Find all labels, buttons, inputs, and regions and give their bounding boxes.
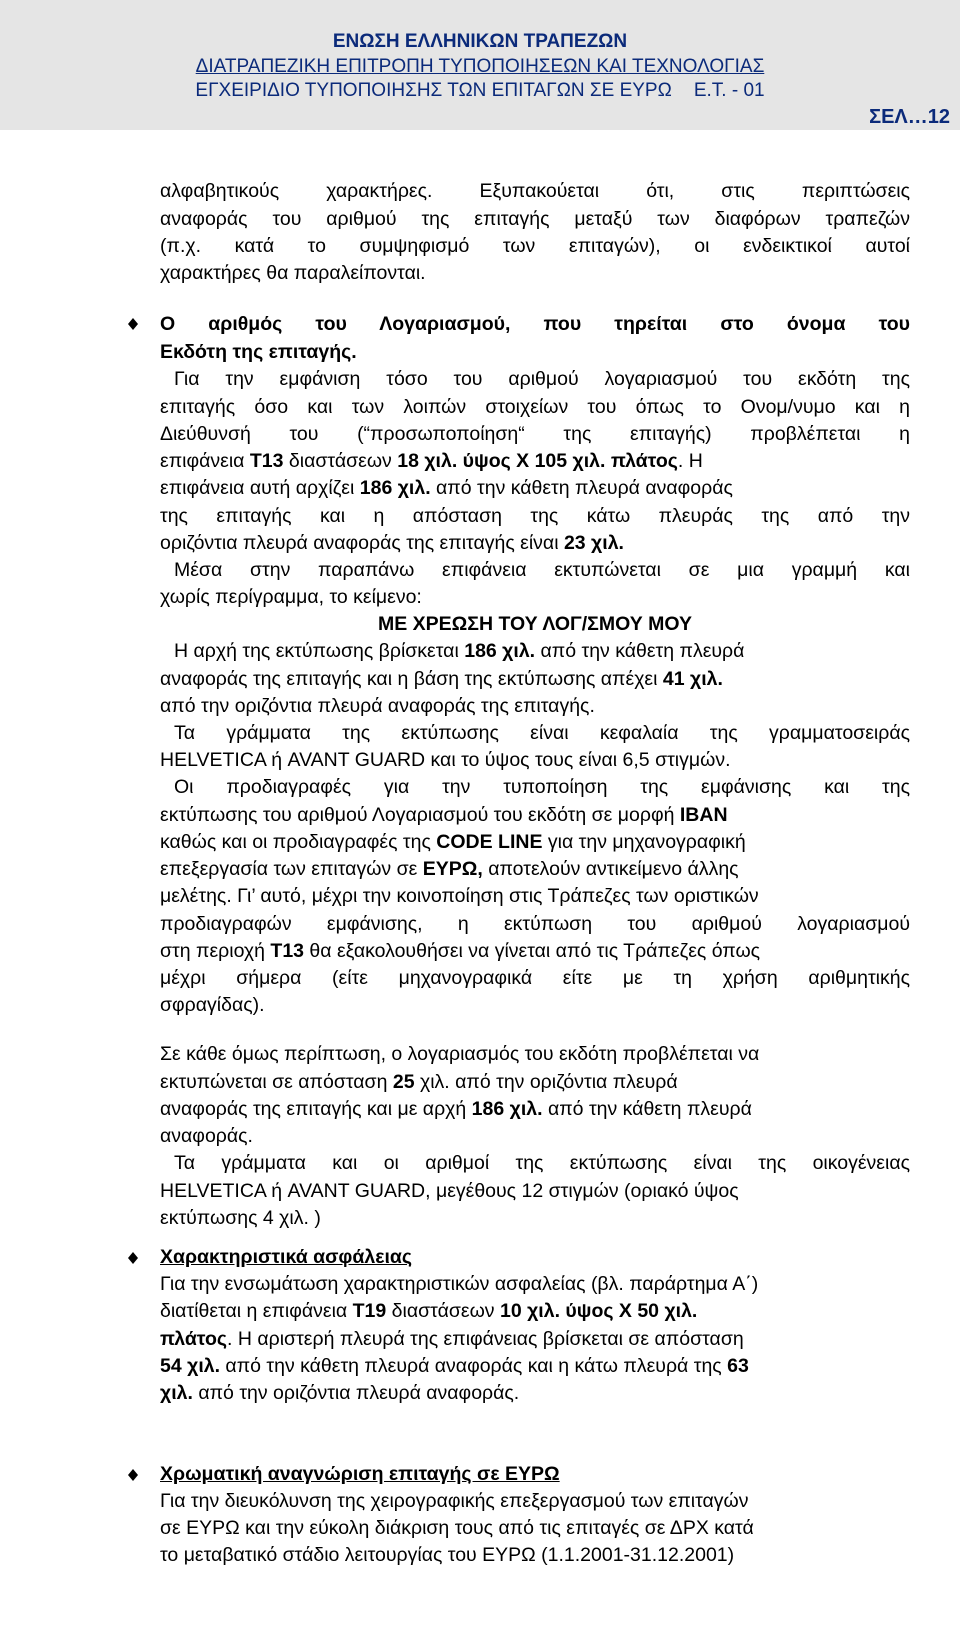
text-line: εκτύπωσης 4 χιλ. ) bbox=[160, 1207, 321, 1229]
text-line: Για την εμφάνιση τόσο του αριθμού λογαριασμού του εκδότη της bbox=[174, 368, 910, 390]
text-run: διαστάσεων bbox=[386, 1300, 500, 1322]
text-line bbox=[160, 474, 910, 503]
text-run: αναφοράς της επιταγής και με αρχή bbox=[160, 1098, 472, 1120]
text-run: διατίθεται η επιφάνεια bbox=[160, 1300, 353, 1322]
text-line bbox=[160, 1297, 910, 1326]
text-line: Τα γράμματα της εκτύπωσης είναι κεφαλαία της γραμματοσειράς bbox=[174, 722, 910, 744]
text-run: ύψος Χ 50 χιλ. bbox=[559, 1300, 698, 1322]
quoted-print-text: ΜΕ ΧΡΕΩΣΗ ΤΟΥ ΛΟΓ/ΣΜΟΥ ΜΟΥ bbox=[377, 613, 693, 635]
text-run: αποτελούν αντικείμενο άλλης bbox=[482, 858, 739, 880]
text-run: 54 χιλ. bbox=[160, 1355, 221, 1377]
text-run: καθώς και οι προδιαγραφές της bbox=[160, 831, 437, 853]
text-run: από την κάθετη πλευρά bbox=[542, 1098, 752, 1120]
text-run: χιλ. από την οριζόντια πλευρά bbox=[414, 1071, 678, 1093]
text-line bbox=[160, 529, 910, 558]
text-run: 25 bbox=[392, 1071, 415, 1093]
text-run: χιλ. bbox=[160, 1382, 193, 1404]
text-run: ΕΥΡΩ, bbox=[422, 858, 483, 880]
text-run: 41 χιλ. bbox=[662, 668, 723, 690]
page-number: ΣΕΛ…12 bbox=[869, 106, 950, 128]
text-line: αναφοράς. bbox=[160, 1125, 253, 1147]
text-run: πλάτος bbox=[160, 1328, 228, 1350]
section-title: Χρωματική αναγνώριση επιταγής σε ΕΥΡΩ bbox=[160, 1463, 560, 1485]
text-run: από την κάθετη πλευρά αναφοράς και η κάτω πλευρά της bbox=[220, 1355, 728, 1377]
text-line: Τα γράμματα και οι αριθμοί της εκτύπωσης είναι της οικογένειας bbox=[174, 1152, 910, 1174]
text-run: Τ19 bbox=[352, 1300, 387, 1322]
text-line: αλφαβητικούς χαρακτήρες. Εξυπακούεται ότι, στις περιπτώσεις bbox=[160, 180, 910, 202]
section-title: Χαρακτηριστικά ασφάλειας bbox=[160, 1246, 413, 1268]
text-line bbox=[160, 937, 910, 966]
header-org-name: ΕΝΩΣΗ ΕΛΛΗΝΙΚΩΝ ΤΡΑΠΕΖΩΝ bbox=[332, 31, 628, 52]
text-run: 186 χιλ. bbox=[464, 640, 536, 662]
diamond-bullet-icon bbox=[126, 1251, 140, 1265]
text-run: εκτύπωσης του αριθμού Λογαριασμού του εκδότη σε μορφή bbox=[160, 804, 680, 826]
text-line: Για την ενσωμάτωση χαρακτηριστικών ασφαλείας (βλ. παράρτημα Α΄) bbox=[160, 1273, 759, 1295]
text-line bbox=[160, 828, 910, 857]
section-title: Εκδότη της επιταγής. bbox=[160, 341, 357, 363]
section-title: Ο αριθμός του Λογαριασμού, που τηρείται στο όνομα του bbox=[160, 313, 910, 335]
text-run: επιφάνεια αυτή αρχίζει bbox=[160, 477, 360, 499]
text-run: . Η αριστερή πλευρά της επιφάνειας βρίσκεται σε απόσταση bbox=[227, 1328, 744, 1350]
text-run: IBAN bbox=[679, 804, 728, 826]
text-run: 18 χιλ. bbox=[397, 450, 458, 472]
text-run: πλάτος bbox=[605, 450, 678, 472]
text-line bbox=[160, 855, 910, 884]
text-run: θα εξακολουθήσει να γίνεται από τις Τράπεζες όπως bbox=[304, 940, 761, 962]
text-run: Τ13 bbox=[249, 450, 284, 472]
text-line: Σε κάθε όμως περίπτωση, ο λογαριασμός του εκδότη προβλέπεται να bbox=[160, 1043, 760, 1065]
text-line bbox=[160, 801, 910, 830]
text-line bbox=[160, 1352, 910, 1381]
text-line: από την οριζόντια πλευρά αναφοράς της επιταγής. bbox=[160, 695, 595, 717]
header-manual-name: ΕΓΧΕΙΡΙΔΙΟ ΤΥΠΟΠΟΙΗΣΗΣ ΤΩΝ ΕΠΙΤΑΓΩΝ ΣΕ ΕΥΡΩ bbox=[195, 80, 672, 101]
text-run: επιφάνεια bbox=[160, 450, 250, 472]
text-line: μελέτης. Γι’ αυτό, μέχρι την κοινοποίηση στις Τράπεζες των οριστικών bbox=[160, 885, 759, 907]
text-line: σφραγίδας). bbox=[160, 994, 265, 1016]
text-run: από την κάθετη πλευρά αναφοράς bbox=[430, 477, 733, 499]
text-line bbox=[160, 447, 910, 476]
text-run: 186 χιλ. bbox=[471, 1098, 543, 1120]
header-committee-name: ΔΙΑΤΡΑΠΕΖΙΚΗ ΕΠΙΤΡΟΠΗ ΤΥΠΟΠΟΙΗΣΕΩΝ ΚΑΙ ΤΕΧΝΟΛΟΓΙΑΣ bbox=[195, 56, 765, 77]
page-header bbox=[0, 0, 960, 130]
text-line: HELVETICA ή AVANT GUARD και το ύψος τους είναι 6,5 στιγμών. bbox=[160, 749, 731, 771]
text-run: εκτυπώνεται σε απόσταση bbox=[160, 1071, 393, 1093]
text-line bbox=[160, 1068, 910, 1097]
text-run: Τ13 bbox=[270, 940, 305, 962]
header-doc-code: Ε.Τ. - 01 bbox=[693, 80, 765, 101]
text-line: της επιταγής και η απόσταση της κάτω πλευράς της από την bbox=[160, 505, 910, 527]
text-line: προδιαγραφών εμφάνισης, η εκτύπωση του αριθμού λογαριασμού bbox=[160, 913, 910, 935]
text-run: για την μηχανογραφική bbox=[542, 831, 746, 853]
text-line: Για την διευκόλυνση της χειρογραφικής επεξεργασμού των επιταγών bbox=[160, 1490, 749, 1512]
diamond-bullet-icon bbox=[126, 317, 140, 331]
text-run: διαστάσεων bbox=[283, 450, 398, 472]
text-line: χαρακτήρες θα παραλείπονται. bbox=[160, 262, 426, 284]
text-line: σε ΕΥΡΩ και την εύκολη διάκριση τους από τις επιταγές σε ΔΡΧ κατά bbox=[160, 1517, 754, 1539]
text-line: (π.χ. κατά το συμψηφισμό των επιταγών), οι ενδεικτικοί αυτοί bbox=[160, 235, 910, 257]
text-run: στη περιοχή bbox=[160, 940, 271, 962]
text-line bbox=[160, 665, 910, 694]
text-line: το μεταβατικό στάδιο λειτουργίας του ΕΥΡΩ (1.1.2001-31.12.2001) bbox=[160, 1544, 735, 1566]
text-run: οριζόντια πλευρά αναφοράς της επιταγής είναι bbox=[160, 532, 564, 554]
diamond-bullet-icon bbox=[126, 1468, 140, 1482]
text-run: ύψος Χ 105 χιλ. bbox=[457, 450, 606, 472]
text-line: Διεύθυνσή του (“προσωποποίηση“ της επιταγής) προβλέπεται η bbox=[160, 423, 910, 445]
text-line bbox=[160, 1379, 910, 1408]
text-line: μέχρι σήμερα (είτε μηχανογραφικά είτε με τη χρήση αριθμητικής bbox=[160, 967, 910, 989]
header-manual-title bbox=[0, 79, 960, 103]
text-run: αναφοράς της επιταγής και η βάση της εκτύπωσης απέχει bbox=[160, 668, 663, 690]
text-run: από την οριζόντια πλευρά αναφοράς. bbox=[192, 1382, 520, 1404]
text-run: . Η bbox=[677, 450, 703, 472]
text-line bbox=[160, 1095, 910, 1124]
text-line: επιταγής όσο και των λοιπών στοιχείων του όπως το Ονομ/νυμο και η bbox=[160, 396, 910, 418]
text-line bbox=[160, 1325, 910, 1354]
text-line bbox=[160, 637, 910, 666]
text-run: επεξεργασία των επιταγών σε bbox=[160, 858, 423, 880]
text-line: αναφοράς του αριθμού της επιταγής μεταξύ των διαφόρων τραπεζών bbox=[160, 208, 910, 230]
text-run: Η αρχή της εκτύπωσης βρίσκεται bbox=[174, 640, 465, 662]
text-run: από την κάθετη πλευρά bbox=[535, 640, 745, 662]
text-line: Μέσα στην παραπάνω επιφάνεια εκτυπώνεται σε μια γραμμή και bbox=[174, 559, 910, 581]
text-line: HELVETICA ή AVANT GUARD, μεγέθους 12 στιγμών (οριακό ύψος bbox=[160, 1180, 739, 1202]
text-run: CODE LINE bbox=[436, 831, 543, 853]
text-run: 23 χιλ. bbox=[563, 532, 624, 554]
text-run: 63 bbox=[727, 1355, 749, 1377]
text-run: 186 χιλ. bbox=[359, 477, 431, 499]
text-line: Οι προδιαγραφές για την τυποποίηση της εμφάνισης και της bbox=[174, 776, 910, 798]
text-run: 10 χιλ. bbox=[499, 1300, 560, 1322]
text-line: χωρίς περίγραμμα, το κείμενο: bbox=[160, 586, 422, 608]
